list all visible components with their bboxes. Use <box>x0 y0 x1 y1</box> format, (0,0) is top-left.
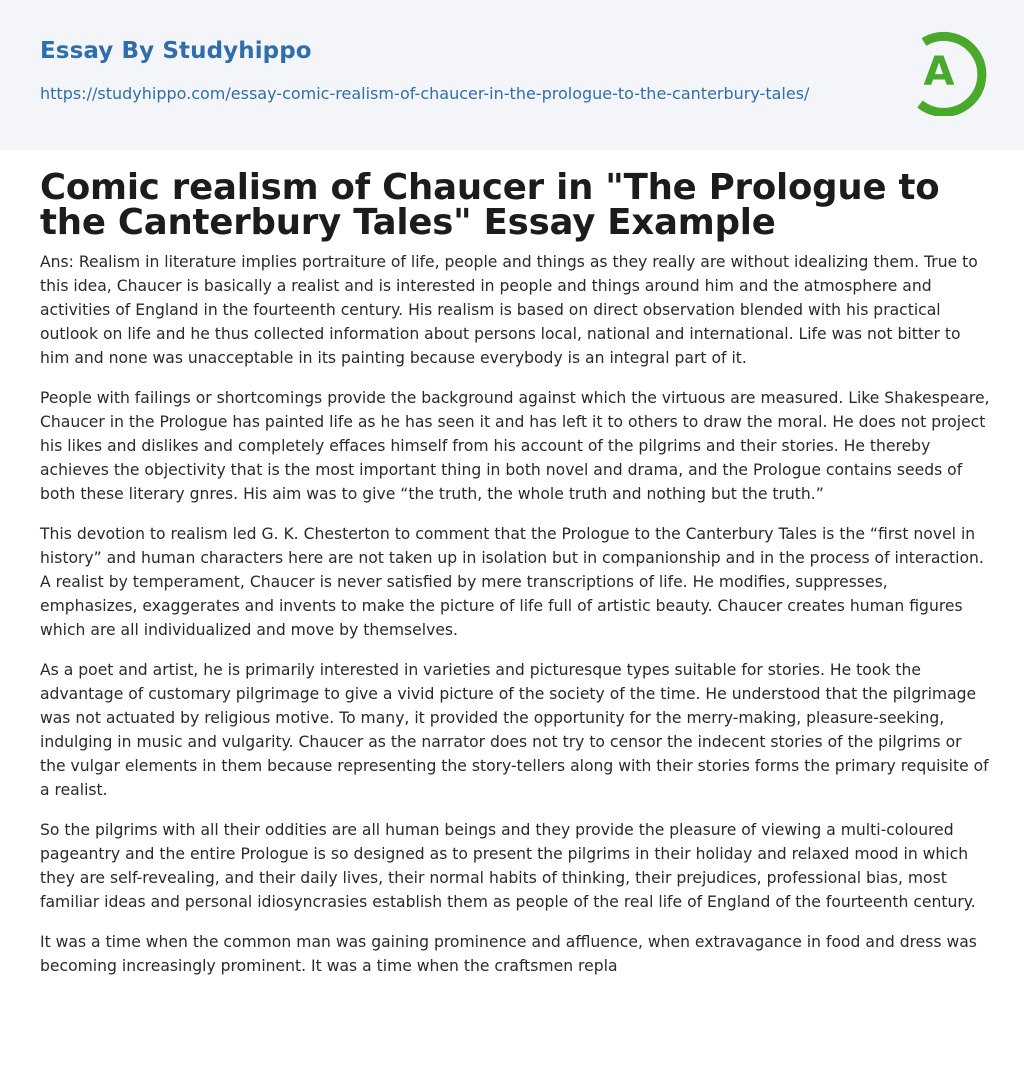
article-body <box>40 167 990 994</box>
source-url-link[interactable]: https://studyhippo.com/essay-comic-realism-of-chaucer-in-the-prologue-to-the-canterbury-tales/ <box>40 84 810 103</box>
studyhippo-logo-icon[interactable] <box>904 28 990 116</box>
article-title: Comic realism of Chaucer in "The Prologue to the Canterbury Tales" Essay Example <box>40 167 940 243</box>
site-header <box>0 0 1024 150</box>
article-paragraph: People with failings or shortcomings provide the background against which the virtuous are measured. Like Shakespeare, Chaucer in the Prologue has painted life as he has seen it and has left it to others to draw the moral. He does not project his likes and dislikes and completely effaces himself from his account of the pilgrims and their stories. He thereby achieves the objectivity that is the most important thing in both novel and drama, and the Prologue contains seeds of both these literary gnres. His aim was to give “the truth, the whole truth and nothing but the truth.” <box>40 389 990 503</box>
article-paragraph: As a poet and artist, he is primarily interested in varieties and picturesque types suitable for stories. He took the advantage of customary pilgrimage to give a vivid picture of the society of the time. He understood that the pilgrimage was not actuated by religious motive. To many, it provided the opportunity for the merry-making, pleasure-seeking, indulging in music and vulgarity. Chaucer as the narrator does not try to censor the indecent stories of the pilgrims or the vulgar elements in them because representing the story-tellers along with their stories forms the primary requisite of a realist. <box>40 661 989 799</box>
article-paragraph: Ans: Realism in literature implies portraiture of life, people and things as they really are without idealizing them. True to this idea, Chaucer is basically a realist and is interested in people and things around him and the atmosphere and activities of England in the fourteenth century. His realism is based on direct observation blended with his practical outlook on life and he thus collected information about persons local, national and international. Life was not bitter to him and none was unacceptable in its painting because everybody is an integral part of it. <box>40 253 978 367</box>
site-name[interactable]: Essay By Studyhippo <box>40 38 312 64</box>
logo-letter: A <box>923 49 955 95</box>
article-paragraph: It was a time when the common man was gaining prominence and affluence, when extravagance in food and dress was becoming increasingly prominent. It was a time when the craftsmen repla <box>40 933 977 975</box>
article-paragraph: So the pilgrims with all their oddities are all human beings and they provide the pleasure of viewing a multi-coloured pageantry and the entire Prologue is so designed as to present the pilgrims in their holiday and relaxed mood in which they are self-revealing, and their daily lives, their normal habits of thinking, their prejudices, professional bias, most familiar ideas and personal idiosyncrasies establish them as people of the real life of England of the fourteenth century. <box>40 821 976 911</box>
article-paragraph: This devotion to realism led G. K. Chesterton to comment that the Prologue to the Canterbury Tales is the “first novel in history” and human characters here are not taken up in isolation but in companionship and in the process of interaction. A realist by temperament, Chaucer is never satisfied by mere transcriptions of life. He modifies, suppresses, emphasizes, exaggerates and invents to make the picture of life full of artistic beauty. Chaucer creates human figures which are all individualized and move by themselves. <box>40 525 984 639</box>
